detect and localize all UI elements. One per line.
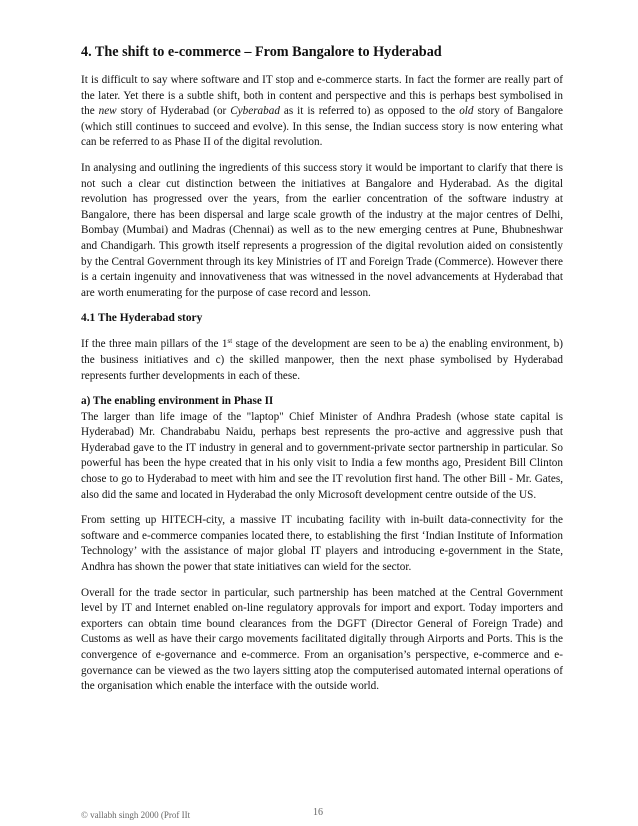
emphasis-text: old <box>459 105 474 118</box>
paragraph-analysis: In analysing and outlining the ingredients of this success story it would be important to clarify that there is not such a clear cut distinction between the initiatives at Bangalore and Hyderabad. As the digital revolution has progressed over the years, from the earlier concentration of the software industry at Bangalore, there has been dispersal and large scale growth of the industry at the major centres of Delhi, Bombay (Mumbai) and Madras (Chennai) as well as to the new emerging centres at Pune, Bhubneshwar and Chandigarh. This growth itself represents a progression of the digital revolution aided on consistently by the Central Government through its key Ministries of IT and Foreign Trade (Commerce). However there is a certain ingenuity and innovativeness that was witnessed in the novel advancements at Hyderabad that are worth enumerating for the purpose of case record and lesson. <box>81 161 563 299</box>
text-run: It is difficult to say where software and IT stop and e-commerce starts. In fact the former are really part of the later. Yet there is a subtle shift, both in content and perspective and this is perhaps best symbolised in the <box>81 74 563 118</box>
text-run: If the three main pillars of the 1 <box>81 338 228 351</box>
text-run: story of Bangalore (which still continues to succeed and evolve). In this sense, the Indian success story is now entering what can be referred to as Phase II of the digital revolution. <box>81 105 564 149</box>
footer-copyright: © vallabh singh 2000 (Prof IIt <box>81 810 191 820</box>
paragraph-trade-sector: Overall for the trade sector in particular, such partnership has been matched at the Central Government level by IT and Internet enabled on-line regulatory approvals for import and export. Today importers and exporters can obtain time bound clearances from the DGFT (Director General of Foreign Trade) and Customs as well as have their cargo movements facilitated digitally through Airports and Ports. This is the convergence of e-governance and e-commerce. From an organisation’s perspective, e-commerce and e-governance can be viewed as the two layers sitting atop the computerised automated internal operations of the organisation which enable the interface with the outside world. <box>81 586 563 693</box>
page-number: 16 <box>313 807 323 818</box>
emphasis-text: new <box>98 105 117 118</box>
page-footer <box>81 807 323 820</box>
paragraph-hitech-city: From setting up HITECH-city, a massive IT incubating facility with in-built data-connectivity for the software and e-commerce companies located there, to establishing the first ‘Indian Institute of Information Technology’ with the assistance of major global IT players and introducing e-government in the State, Andhra has shown the power that state initiatives can wield for the sector. <box>81 514 563 574</box>
subsubsection-title: a) The enabling environment in Phase II <box>81 395 274 408</box>
paragraph-chief-minister: The larger than life image of the "laptop" Chief Minister of Andhra Pradesh (whose state capital is Hyderabad) Mr. Chandrababu Naidu, perhaps best represents the pro-active and aggressive push that Hyderabad gave to the IT industry in general and to government-private sector partnership in particular. So powerful has been the hype created that in his only visit to India a few months ago, President Bill Clinton chose to go to Hyderabad to meet with him and see the IT revolution first hand. The other Bill - Mr. Gates, also did the same and located in Hyderabad the only Microsoft development centre outside of the US. <box>81 410 563 501</box>
text-run: as it is referred to) as opposed to the <box>279 105 460 118</box>
superscript: st <box>227 337 233 346</box>
text-run: stage of the development are seen to be a) the enabling environment, b) the business initiatives and c) the skilled manpower, then the next phase symbolised by Hyderabad represents further developments in each of these. <box>81 338 563 382</box>
subsection-title: 4.1 The Hyderabad story <box>81 312 203 325</box>
document-page <box>81 44 563 705</box>
paragraph-intro <box>81 73 563 151</box>
section-title: 4. The shift to e-commerce – From Bangalore to Hyderabad <box>81 44 442 60</box>
paragraph-pillars <box>81 337 563 384</box>
text-run: story of Hyderabad (or <box>116 105 231 118</box>
emphasis-text: Cyberabad <box>230 105 280 118</box>
